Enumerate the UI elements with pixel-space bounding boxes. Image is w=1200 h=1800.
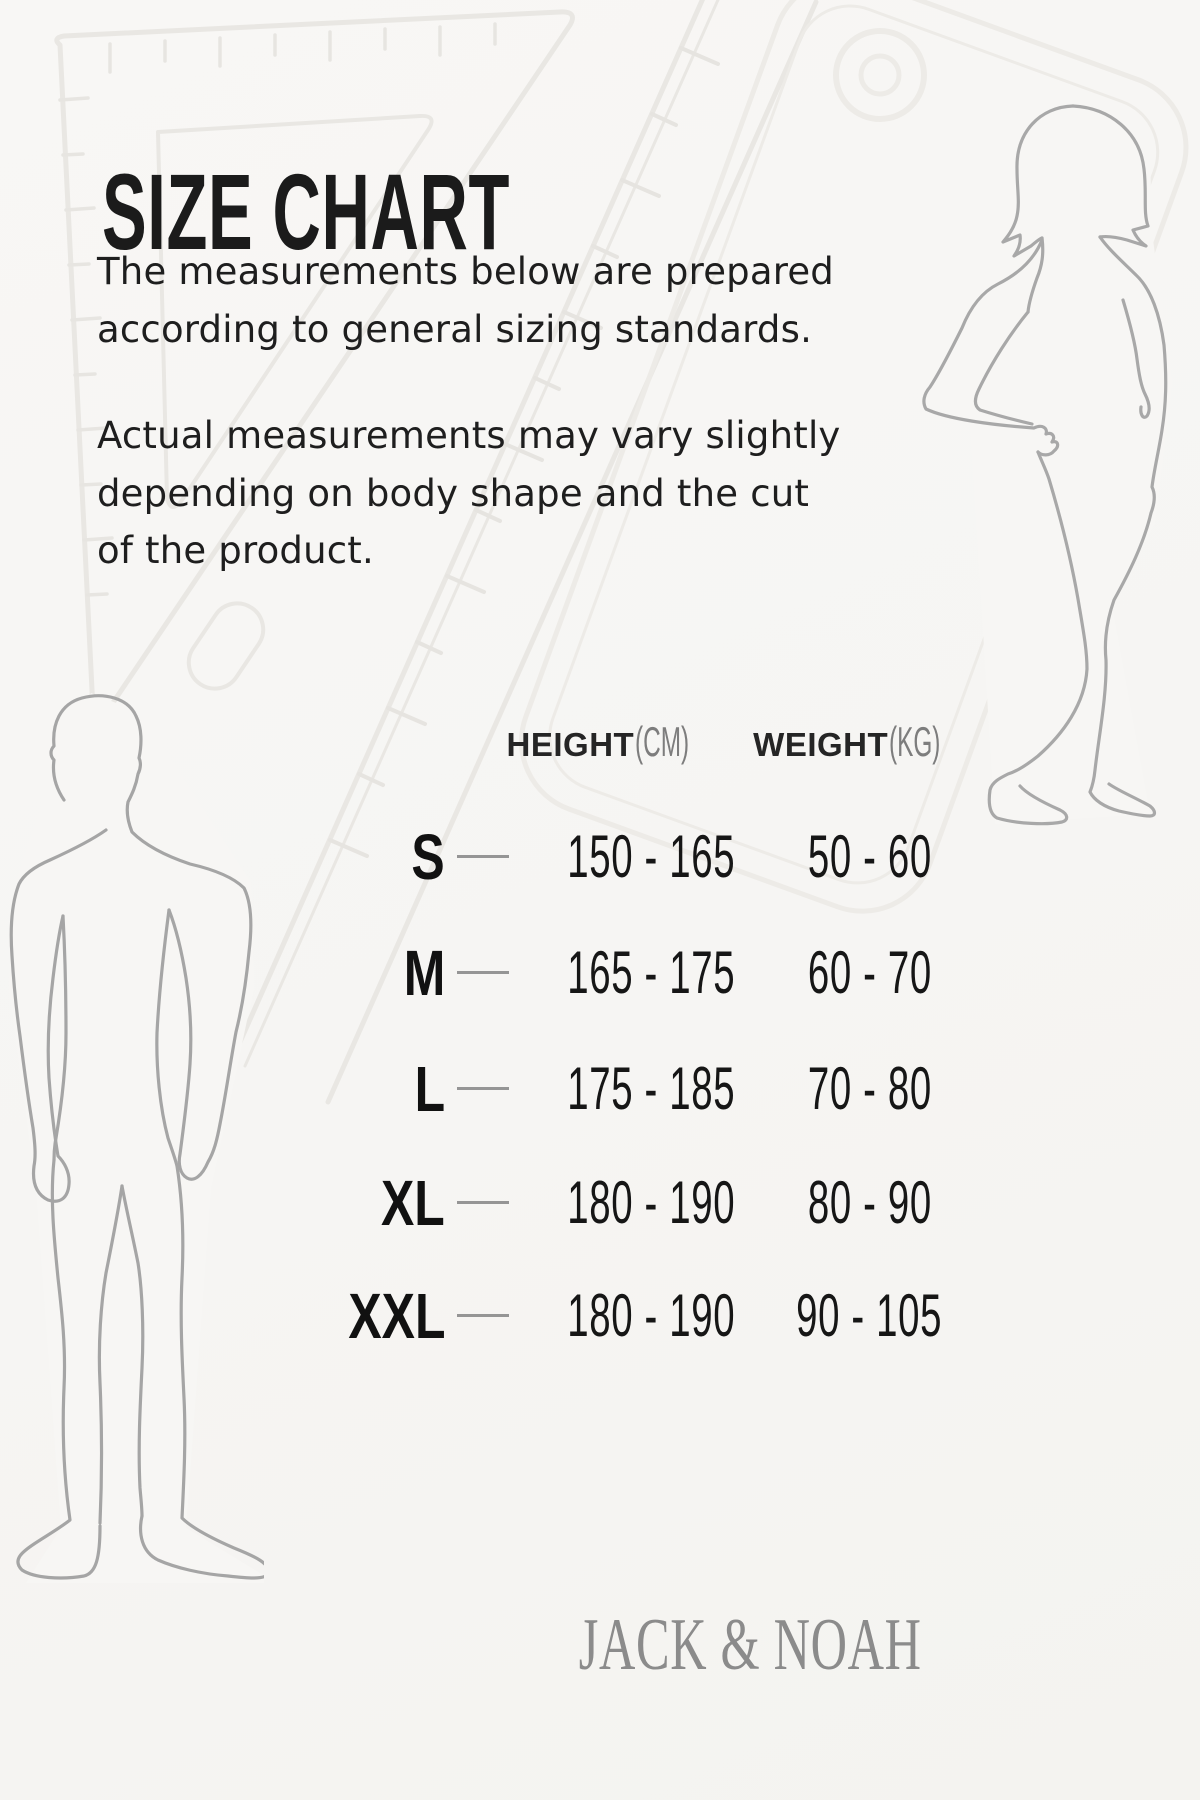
row-dash <box>457 971 509 974</box>
intro-paragraph-1 <box>97 243 834 358</box>
intro-paragraph-2 <box>97 407 841 580</box>
weight-column-unit: (KG) <box>889 718 941 765</box>
intro-paragraph-2-line-3: of the product. <box>97 529 374 572</box>
column-header-weight <box>748 712 983 781</box>
weight-value: 70 - 80 <box>807 1055 932 1122</box>
intro-paragraph-1-line-1: The measurements below are prepared <box>97 250 834 293</box>
weight-value: 80 - 90 <box>807 1169 932 1236</box>
weight-value: 90 - 105 <box>796 1282 943 1349</box>
size-label: XL <box>381 1167 445 1239</box>
column-header-height <box>505 712 730 781</box>
height-value: 175 - 185 <box>567 1055 736 1122</box>
table-row <box>0 929 1200 1017</box>
size-label: S <box>411 821 445 893</box>
row-dash <box>457 1201 509 1204</box>
intro-paragraph-2-line-2: depending on body shape and the cut <box>97 471 810 515</box>
height-value: 180 - 190 <box>567 1169 736 1236</box>
height-value: 150 - 165 <box>567 823 736 890</box>
height-value: 180 - 190 <box>567 1282 736 1349</box>
row-dash <box>457 1314 509 1317</box>
height-column-unit: (CM) <box>635 718 690 765</box>
weight-value: 60 - 70 <box>807 939 932 1006</box>
weight-value: 50 - 60 <box>807 823 932 890</box>
weight-column-label: WEIGHT <box>753 726 889 763</box>
row-dash <box>457 1087 509 1090</box>
size-label: M <box>403 937 445 1009</box>
brand-name: JACK & NOAH <box>578 1604 922 1686</box>
table-row <box>0 813 1200 901</box>
height-column-label: HEIGHT <box>506 726 635 763</box>
size-label: XXL <box>347 1280 445 1352</box>
size-table-header <box>0 712 1200 772</box>
set-square-icon <box>57 12 573 717</box>
table-row <box>0 1159 1200 1247</box>
table-row <box>0 1045 1200 1133</box>
page-title-text: SIZE CHART <box>102 151 510 273</box>
brand-logo <box>450 1604 1050 1686</box>
intro-paragraph-2-line-1: Actual measurements may vary slightly <box>97 414 841 457</box>
row-dash <box>457 855 509 858</box>
table-row <box>0 1272 1200 1360</box>
size-label: L <box>414 1053 445 1125</box>
intro-paragraph-1-line-2: according to general sizing standards. <box>97 307 813 351</box>
height-value: 165 - 175 <box>567 939 736 1006</box>
